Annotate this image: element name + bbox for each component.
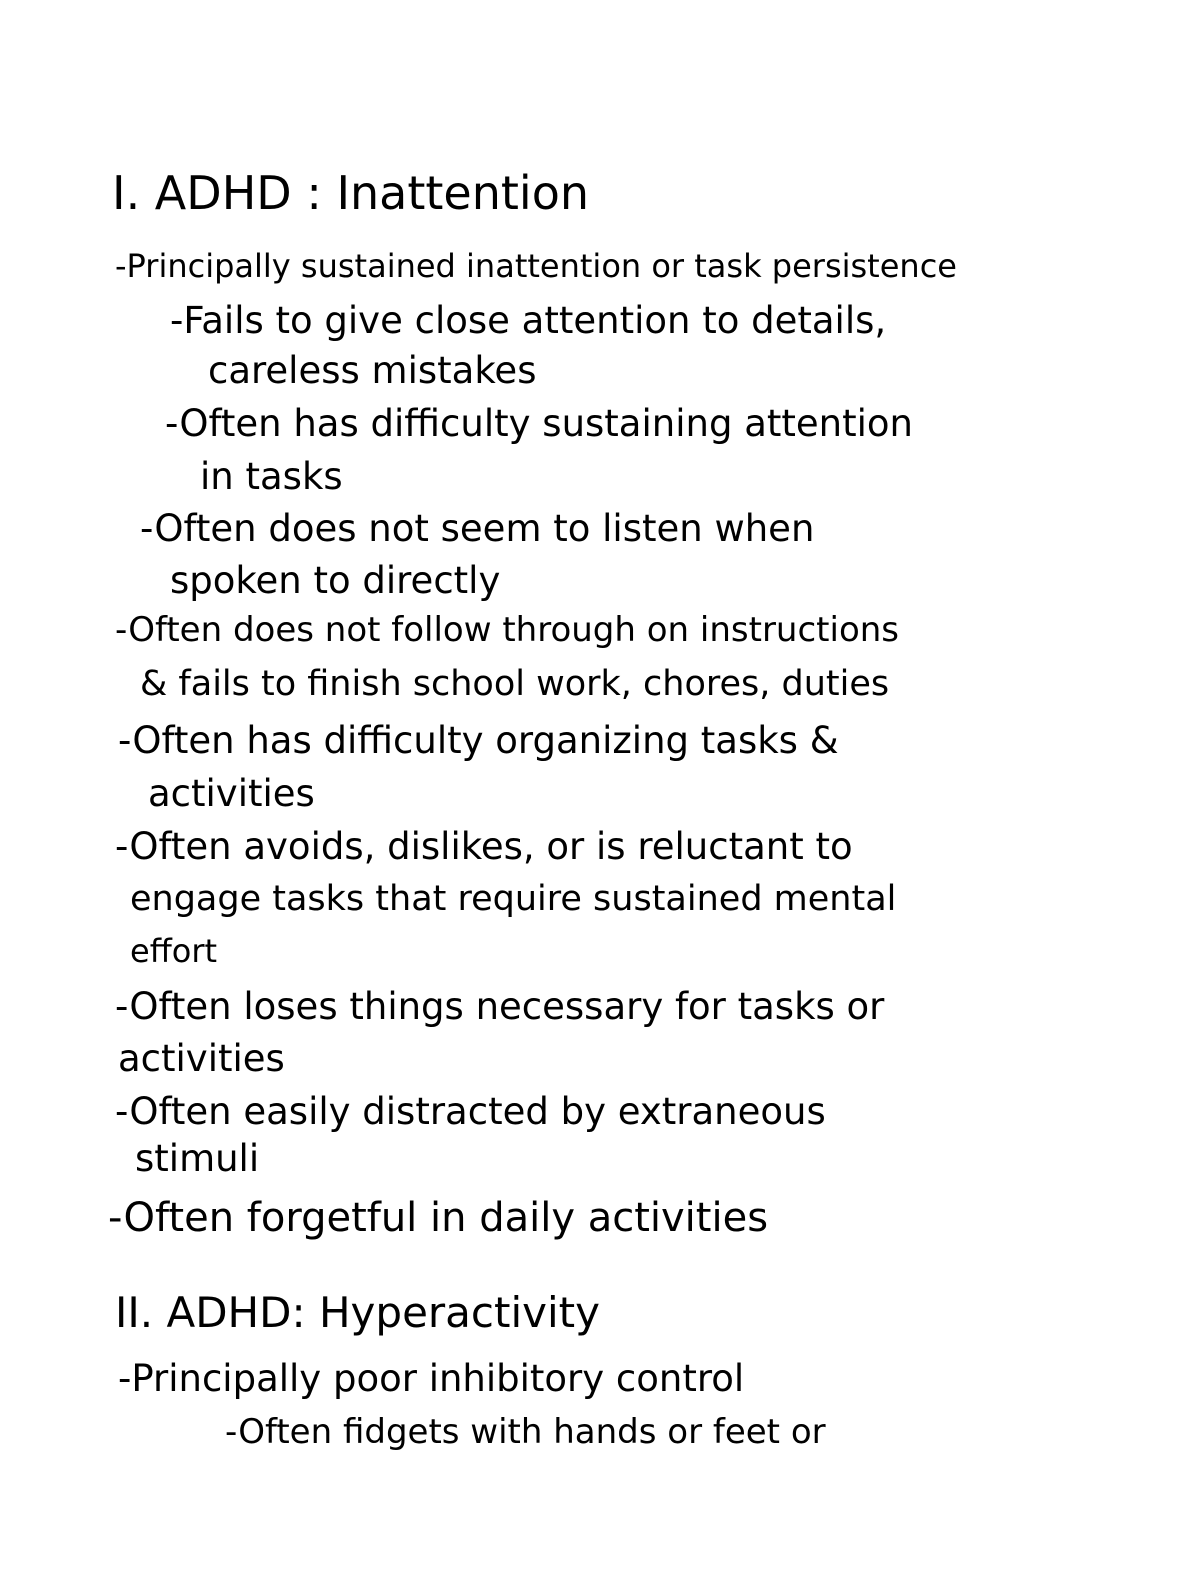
section-1-line-5: in tasks xyxy=(200,455,343,498)
section-1-line-13: engage tasks that require sustained mental xyxy=(130,879,897,919)
section-1-line-15: -Often loses things necessary for tasks or xyxy=(115,985,885,1028)
section-1-line-2: -Fails to give close attention to details, xyxy=(170,299,887,342)
section-1-line-18: stimuli xyxy=(135,1137,260,1180)
section-1-line-3: careless mistakes xyxy=(208,349,537,392)
section-2-line-2: -Often fidgets with hands or feet or xyxy=(225,1412,826,1452)
section-1-line-16: activities xyxy=(118,1037,285,1080)
section-1-line-6: -Often does not seem to listen when xyxy=(140,507,815,550)
section-1-line-11: activities xyxy=(148,772,315,815)
section-1-line-10: -Often has difficulty organizing tasks & xyxy=(118,719,839,762)
section-2-line-1: -Principally poor inhibitory control xyxy=(118,1357,745,1400)
section-1-line-4: -Often has difficulty sustaining attention xyxy=(165,402,913,445)
section-1-line-7: spoken to directly xyxy=(170,559,501,602)
section-1-line-1: -Principally sustained inattention or task persistence xyxy=(115,247,957,285)
section-1-line-14: effort xyxy=(130,932,218,970)
section-1-heading: I. ADHD : Inattention xyxy=(112,166,590,220)
section-1-line-9: & fails to finish school work, chores, duties xyxy=(140,664,890,704)
section-1-line-19: -Often forgetful in daily activities xyxy=(108,1195,769,1241)
section-1-line-8: -Often does not follow through on instructions xyxy=(115,610,900,650)
section-1-line-12: -Often avoids, dislikes, or is reluctant to xyxy=(115,825,853,868)
section-2-heading: II. ADHD: Hyperactivity xyxy=(115,1288,600,1337)
section-1-line-17: -Often easily distracted by extraneous xyxy=(115,1090,826,1133)
